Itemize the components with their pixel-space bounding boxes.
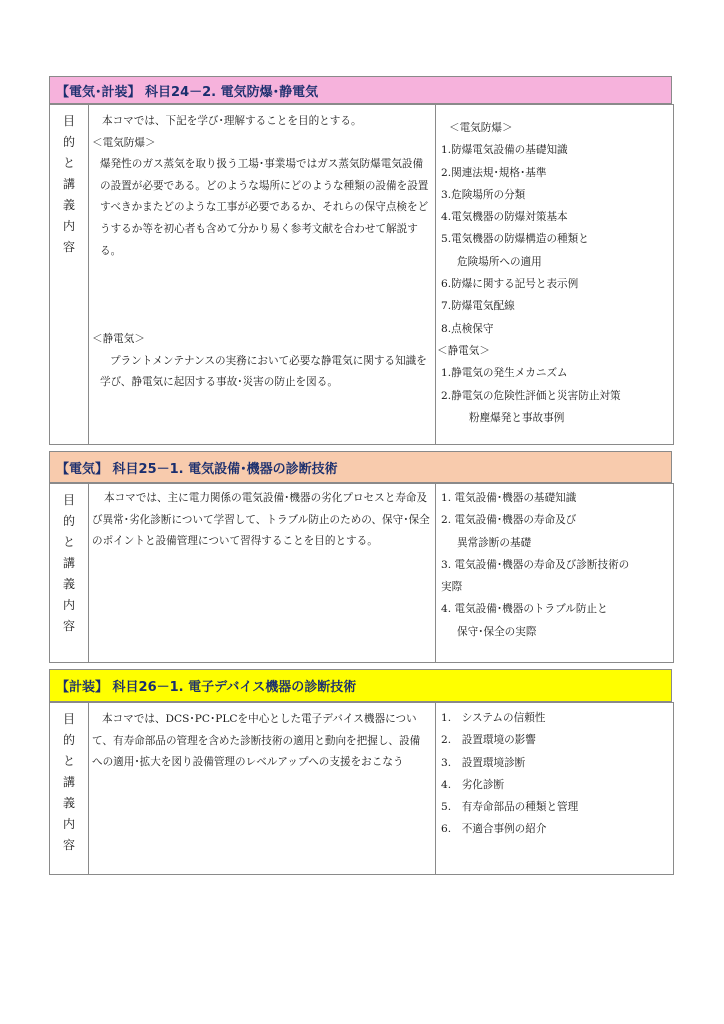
label-char: 的 xyxy=(62,135,75,149)
label-char: 講 xyxy=(62,177,75,191)
topic-heading: ＜電気防爆＞ xyxy=(449,122,513,134)
label-char: と xyxy=(62,156,75,170)
label-char: 内 xyxy=(62,817,75,831)
topic-item-continued: 保守･保全の実際 xyxy=(457,625,537,638)
label-char: 講 xyxy=(62,556,75,570)
topic-item: 3.危険場所の分類 xyxy=(441,188,526,201)
topic-item: 2.関連法規･規格･基準 xyxy=(441,166,547,179)
description-text: プラントメンテナンスの実務において必要な静電気に関する知識を学び、静電気に起因する事故･災害の防止を図る。 xyxy=(100,354,427,389)
topic-item: 6. 不適合事例の紹介 xyxy=(441,823,547,836)
topic-item-continued: 粉塵爆発と事故事例 xyxy=(469,411,565,424)
topic-item-continued: 異常診断の基礎 xyxy=(457,536,532,549)
topic-item: 4.電気機器の防爆対策基本 xyxy=(441,211,568,224)
topics-cell xyxy=(435,484,673,662)
topic-item: 1. システムの信頼性 xyxy=(441,712,546,724)
subsection-title: ＜静電気＞ xyxy=(92,333,145,345)
topics-cell xyxy=(435,105,673,444)
topic-item: 2. 設置環境の影響 xyxy=(441,734,536,747)
label-char: 義 xyxy=(62,796,75,810)
section-header xyxy=(49,451,672,483)
description-text: 本コマでは、主に電力関係の電気設備･機器の劣化プロセスと寿命及び異常･劣化診断について学習して、トラブル防止のための、保守･保全のポイントと設備管理について習得することを目的とする。 xyxy=(92,492,430,548)
purpose-label xyxy=(50,703,89,874)
topics-cell xyxy=(435,703,673,874)
topic-item: 1. 電気設備･機器の基礎知識 xyxy=(441,492,577,504)
label-char: 目 xyxy=(62,493,75,507)
topic-item: 7.防爆電気配線 xyxy=(441,300,515,313)
label-char: と xyxy=(62,535,75,549)
topic-item: 5.電気機器の防爆構造の種類と xyxy=(441,233,589,246)
section-body xyxy=(49,104,674,445)
label-char: 内 xyxy=(62,219,75,233)
topic-item-continued: 危険場所への適用 xyxy=(457,255,542,268)
topic-item: 3. 電気設備･機器の寿命及び診断技術の xyxy=(441,558,630,571)
description-text: 本コマでは、DCS･PC･PLCを中心とした電子デバイス機器について、有寿命部品の管理を含めた診断技術の適用と動向を把握し、設備への適用･拡大を図り設備管理のレベルアップへの支援をおこなう xyxy=(92,713,421,769)
topic-item: 5. 有寿命部品の種類と管理 xyxy=(441,801,579,814)
label-char: 義 xyxy=(62,198,75,212)
topic-item: 4. 電気設備･機器のトラブル防止と xyxy=(441,603,608,616)
label-char: 義 xyxy=(62,577,75,591)
label-char: 容 xyxy=(62,240,75,254)
topic-item: 3. 設置環境診断 xyxy=(441,756,526,769)
description-cell xyxy=(88,105,436,444)
purpose-label xyxy=(50,105,89,444)
description-cell xyxy=(88,484,436,662)
topic-item: 2. 電気設備･機器の寿命及び xyxy=(441,514,577,527)
section-title: 【計装】 科目26－1. 電子デバイス機器の診断技術 xyxy=(56,680,357,695)
description-text: 爆発性のガス蒸気を取り扱う工場･事業場ではガス蒸気防爆電気設備の設置が必要である。どのような場所にどのような種類の設備を設置すべきかまたどのような工事が必要であるか、それらの保守点検をどうするか等を初心者も含めて分かり易く参考文献を合わせて解説する。 xyxy=(100,158,429,257)
section-title: 【電気･計装】 科目24－2. 電気防爆･静電気 xyxy=(56,84,319,100)
topic-heading: ＜静電気＞ xyxy=(437,344,490,357)
subsection-title: ＜電気防爆＞ xyxy=(92,136,156,149)
section-body xyxy=(49,483,674,663)
topic-item: 8.点検保守 xyxy=(441,322,494,335)
label-char: 容 xyxy=(62,838,75,852)
label-char: 容 xyxy=(62,619,75,633)
section-header xyxy=(49,76,672,104)
label-char: 目 xyxy=(62,712,75,726)
label-char: 内 xyxy=(62,598,75,612)
purpose-label xyxy=(50,484,89,662)
topic-item: 2.静電気の危険性評価と災害防止対策 xyxy=(441,389,621,402)
label-char: 的 xyxy=(62,514,75,528)
section-body xyxy=(49,702,674,875)
label-char: と xyxy=(62,754,75,768)
label-char: 講 xyxy=(62,775,75,789)
label-char: 目 xyxy=(62,114,75,128)
section-title: 【電気】 科目25－1. 電気設備･機器の診断技術 xyxy=(56,461,338,477)
topic-item: 6.防爆に関する記号と表示例 xyxy=(441,278,579,291)
intro-text: 本コマでは、下記を学び･理解することを目的とする。 xyxy=(102,115,362,127)
label-char: 的 xyxy=(62,733,75,747)
topic-item: 1.静電気の発生メカニズム xyxy=(441,367,568,380)
topic-item: 1.防爆電気設備の基礎知識 xyxy=(441,144,568,157)
description-cell xyxy=(88,703,436,874)
topic-item: 4. 劣化診断 xyxy=(441,778,505,791)
topic-item-continued: 実際 xyxy=(441,581,463,594)
section-header xyxy=(49,669,672,702)
